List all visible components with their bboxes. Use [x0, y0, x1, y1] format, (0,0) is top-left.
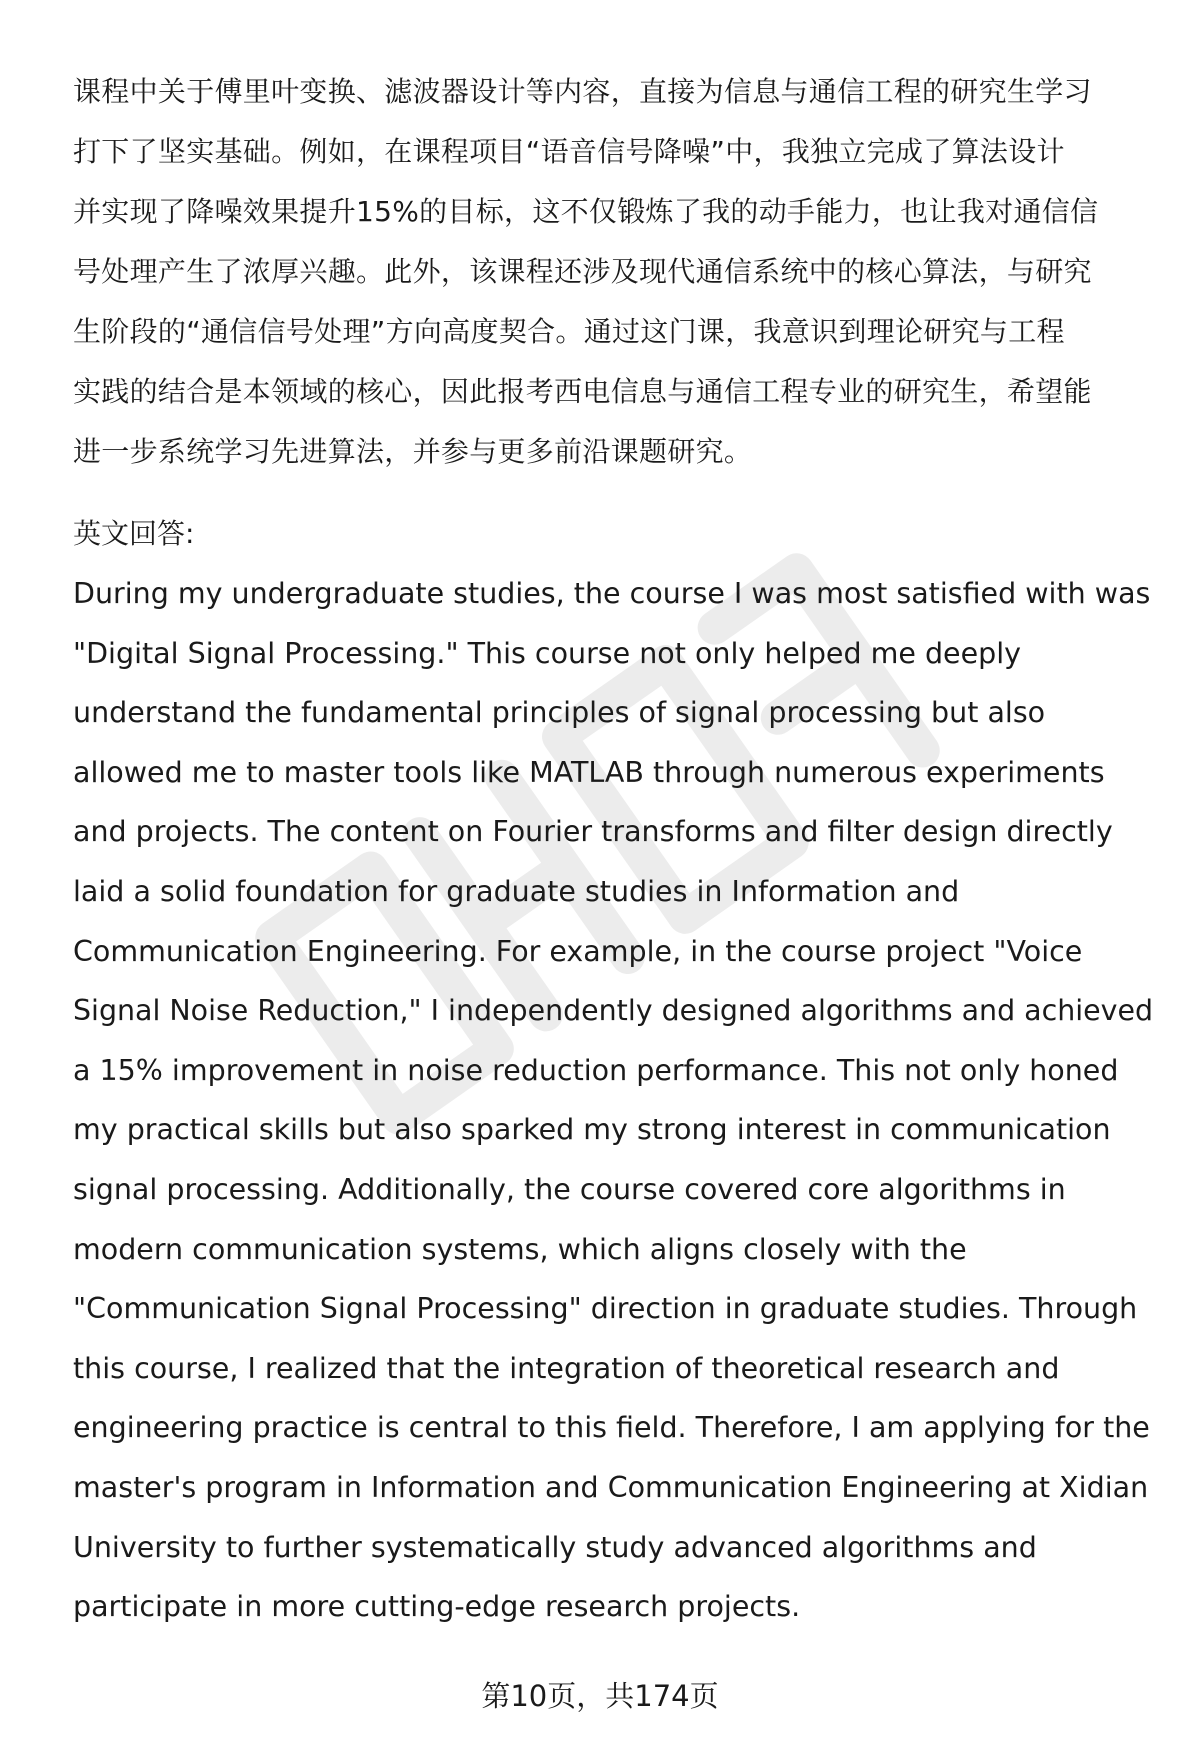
text-line: my practical skills but also sparked my strong interest in communication — [73, 1113, 1111, 1147]
text-line: Communication Engineering. For example, in the course project "Voice — [73, 934, 1083, 968]
text-line: 打下了坚实基础。例如，在课程项目“语音信号降噪”中，我独立完成了算法设计 — [73, 135, 1065, 168]
page-content — [73, 62, 1153, 1637]
text-line: University to further systematically study advanced algorithms and — [73, 1530, 1037, 1564]
text-line: laid a solid foundation for graduate studies in Information and — [73, 874, 960, 908]
text-line: Signal Noise Reduction," I independently designed algorithms and achieved — [73, 994, 1154, 1028]
text-line: During my undergraduate studies, the course I was most satisfied with was — [73, 577, 1151, 610]
text-line: engineering practice is central to this field. Therefore, I am applying for the — [73, 1411, 1150, 1445]
text-line: and projects. The content on Fourier transforms and filter design directly — [73, 815, 1113, 849]
text-line: "Communication Signal Processing" direction in graduate studies. Through — [73, 1292, 1138, 1326]
text-line: a 15% improvement in noise reduction performance. This not only honed — [73, 1053, 1119, 1087]
text-line: understand the fundamental principles of signal processing but also — [73, 696, 1046, 730]
text-line: master's program in Information and Communication Engineering at Xidian — [73, 1470, 1149, 1504]
text-line: participate in more cutting-edge research projects. — [73, 1590, 801, 1624]
text-line: modern communication systems, which aligns closely with the — [73, 1232, 967, 1266]
text-line: signal processing. Additionally, the course covered core algorithms in — [73, 1172, 1066, 1206]
chinese-answer-paragraph — [73, 62, 1153, 482]
text-line: allowed me to master tools like MATLAB through numerous experiments — [73, 755, 1105, 789]
english-answer-paragraph — [73, 564, 1153, 1637]
text-line: 课程中关于傅里叶变换、滤波器设计等内容，直接为信息与通信工程的研究生学习 — [73, 75, 1092, 108]
text-line: 实践的结合是本领域的核心，因此报考西电信息与通信工程专业的研究生，希望能 — [73, 375, 1092, 408]
text-line: this course, I realized that the integration of theoretical research and — [73, 1351, 1060, 1385]
text-line: "Digital Signal Processing." This course not only helped me deeply — [73, 636, 1022, 670]
english-answer-label: 英文回答: — [73, 517, 195, 550]
text-line: 进一步系统学习先进算法，并参与更多前沿课题研究。 — [73, 435, 753, 468]
page-number: 第10页，共174页 — [481, 1679, 719, 1713]
text-line: 生阶段的“通信信号处理”方向高度契合。通过这门课，我意识到理论研究与工程 — [73, 315, 1065, 348]
text-line: 号处理产生了浓厚兴趣。此外，该课程还涉及现代通信系统中的核心算法，与研究 — [73, 255, 1092, 288]
text-line: 并实现了降噪效果提升15%的目标，这不仅锻炼了我的动手能力，也让我对通信信 — [73, 195, 1099, 228]
